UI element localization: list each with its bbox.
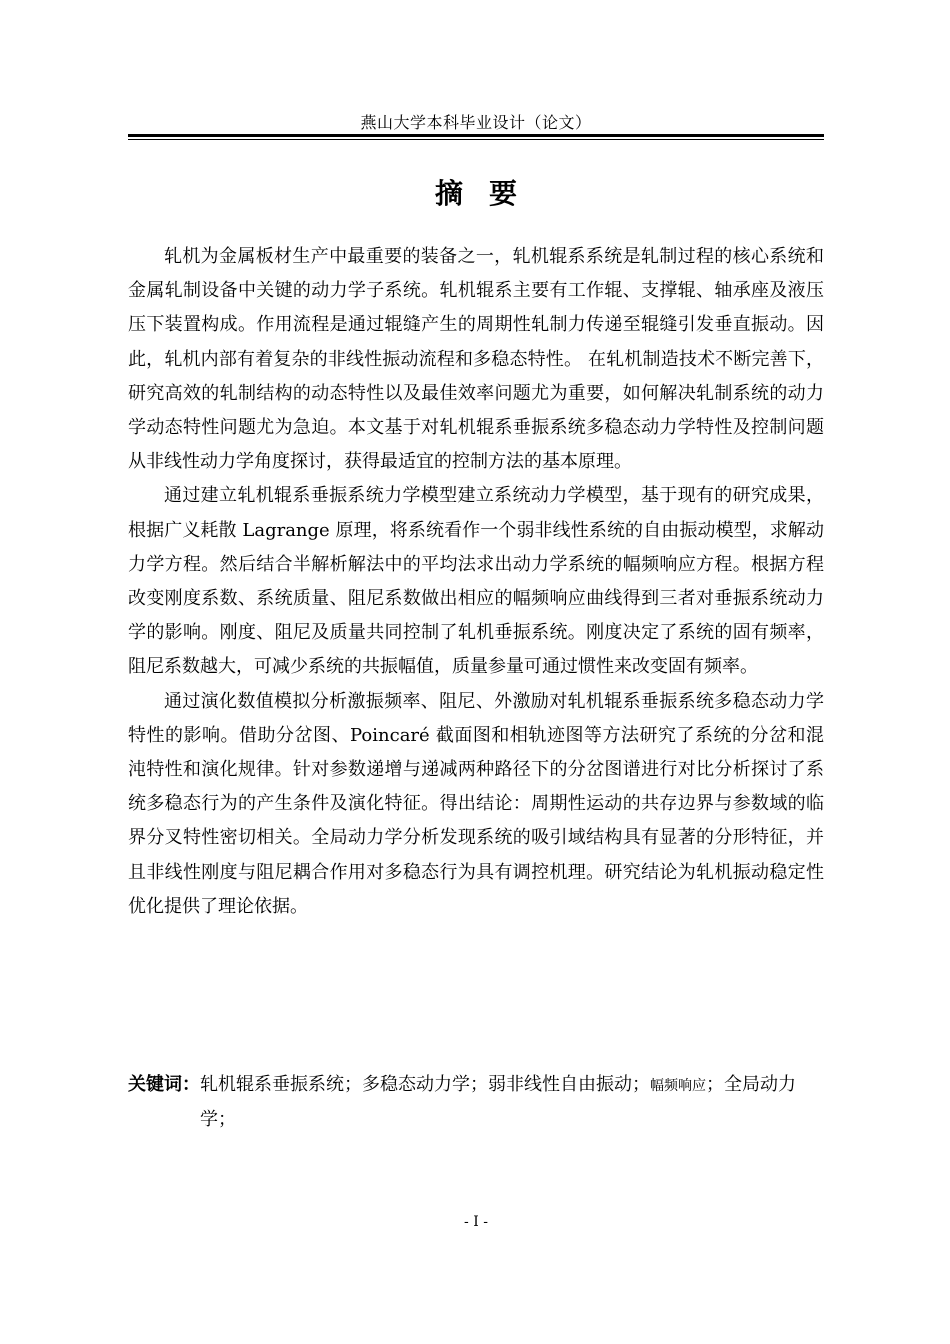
keywords-part-1: 轧机辊系垂振系统；多稳态动力学；弱非线性自由振动； [200, 1074, 650, 1095]
header-rule-thin [128, 139, 824, 140]
abstract-paragraph-2: 通过建立轧机辊系垂振系统力学模型建立系统动力学模型，基于现有的研究成果，根据广义耗散 Lagrange 原理，将系统看作一个弱非线性系统的自由振动模型，求解动力学方程。然后结合半解析解法中的平均法求出动力学系统的幅频响应方程。根据方程改变刚度系数、系统质量、阻尼系数做出相应的幅频响应曲线得到三者对垂振系统动力学的影响。刚度、阻尼及质量共同控制了轧机垂振系统。刚度决定了系统的固有频率，阻尼系数越大，可减少系统的共振幅值，质量参量可通过惯性来改变固有频率。 [128, 485, 824, 678]
keywords-part-2: 幅频响应 [650, 1078, 706, 1094]
keywords-text [200, 1068, 824, 1137]
abstract-paragraph-3: 通过演化数值模拟分析激振频率、阻尼、外激励对轧机辊系垂振系统多稳态动力学特性的影响。借助分岔图、Poincaré 截面图和相轨迹图等方法研究了系统的分岔和混沌特性和演化规律。针对参数递增与递减两种路径下的分岔图谱进行对比分析探讨了系统多稳态行为的产生条件及演化特征。得出结论：周期性运动的共存边界与参数域的临界分叉特性密切相关。全局动力学分析发现系统的吸引域结构具有显著的分形特征，并且非线性刚度与阻尼耦合作用对多稳态行为具有调控机理。研究结论为轧机振动稳定性优化提供了理论依据。 [128, 690, 824, 917]
abstract-body [128, 240, 824, 924]
running-header: 燕山大学本科毕业设计（论文） [360, 113, 592, 132]
abstract-title: 摘要 [434, 177, 543, 210]
header-rule-thick [128, 134, 824, 137]
page-number: - I - [464, 1214, 488, 1230]
keywords-part-3: ；全局动力学； [200, 1074, 796, 1130]
keywords-block [128, 1068, 824, 1137]
abstract-paragraph-1: 轧机为金属板材生产中最重要的装备之一，轧机辊系系统是轧制过程的核心系统和金属轧制设备中关键的动力学子系统。轧机辊系主要有工作辊、支撑辊、轴承座及液压压下装置构成。作用流程是通过辊缝产生的周期性轧制力传递至辊缝引发垂直振动。因此，轧机内部有着复杂的非线性振动流程和多稳态特性。 在轧机制造技术不断完善下，研究高效的轧制结构的动态特性以及最佳效率问题尤为重要，如何解决轧制系统的动力学动态特性问题尤为急迫。本文基于对轧机辊系垂振系统多稳态动力学特性及控制问题从非线性动力学角度探讨，获得最适宜的控制方法的基本原理。 [128, 246, 824, 473]
keywords-label: 关键词： [128, 1074, 200, 1095]
